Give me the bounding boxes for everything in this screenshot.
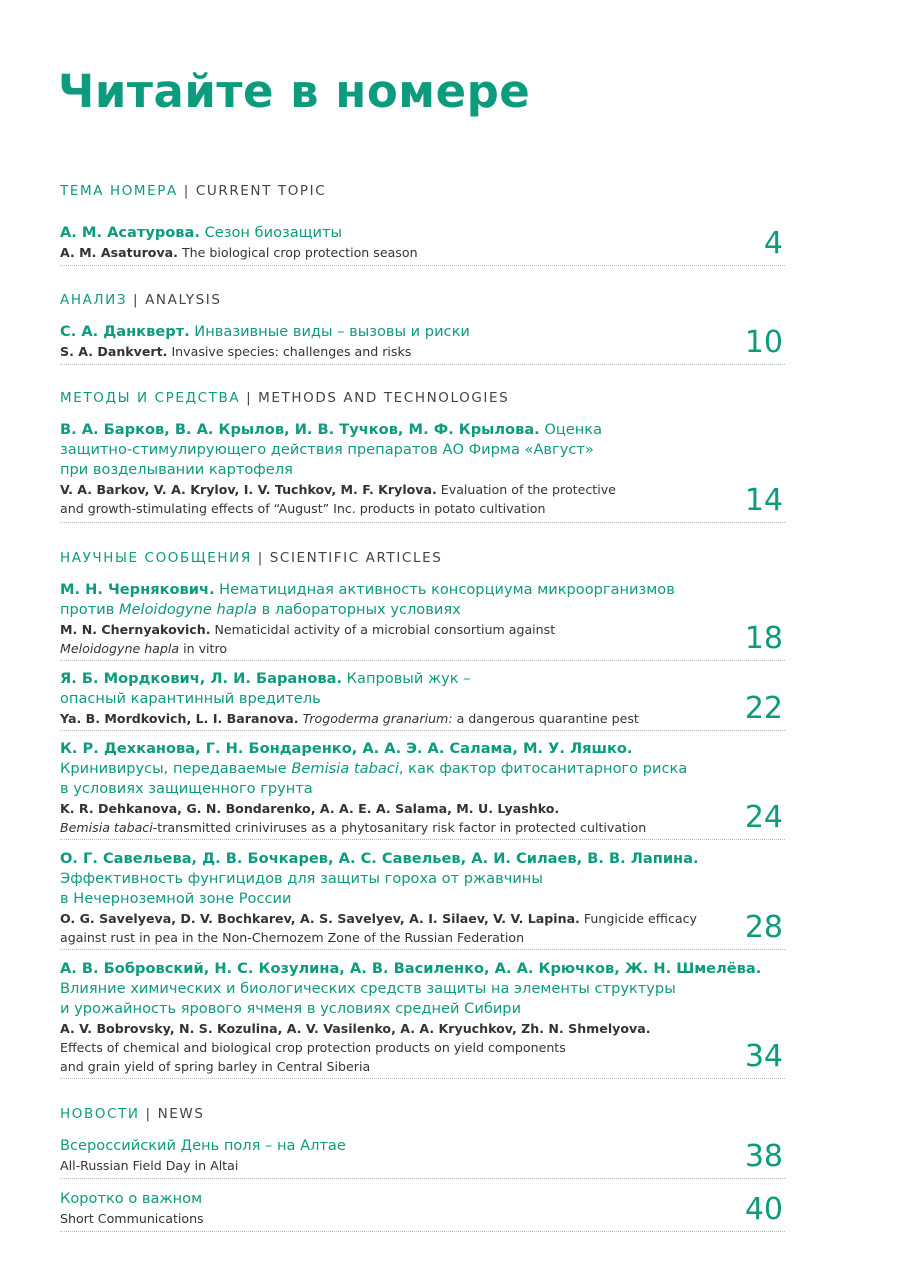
entry-title-ru: Нематицидная активность консорциума микроорганизмов: [214, 581, 675, 598]
entry-title-ru-line: в условиях защищенного грунта: [60, 780, 313, 797]
entry-title-en: Fungicide efficacy: [579, 911, 697, 926]
species-name: Meloidogyne hapla: [118, 601, 257, 618]
entry-authors-ru: А. В. Бобровский, Н. С. Козулина, А. В. Василенко, А. А. Крючков, Ж. Н. Шмелёва.: [60, 960, 762, 977]
page-number: 34: [744, 1039, 783, 1074]
entry-title-en: Short Communications: [60, 1211, 204, 1226]
entry-title-en-line: and grain yield of spring barley in Central Siberia: [60, 1059, 371, 1074]
entry-authors-en: K. R. Dehkanova, G. N. Bondarenko, A. A. E. A. Salama, M. U. Lyashko.: [60, 801, 560, 816]
entry-title-ru-part: в лабораторных условиях: [257, 601, 461, 618]
entry-authors-ru: О. Г. Савельева, Д. В. Бочкарев, А. С. Савельев, А. И. Силаев, В. В. Лапина.: [60, 850, 699, 867]
entry-authors-ru: Я. Б. Мордкович, Л. И. Баранова.: [60, 670, 343, 687]
entry-authors-ru: А. М. Асатурова.: [60, 224, 200, 241]
page-number: 24: [744, 800, 783, 835]
section-title-ru: АНАЛИЗ: [60, 292, 128, 308]
entry-title-en: The biological crop protection season: [177, 245, 418, 260]
page-number: 14: [744, 483, 783, 518]
section-header-methods: МЕТОДЫ И СРЕДСТВА | METHODS AND TECHNOLOGIES: [60, 390, 510, 406]
section-header-news: НОВОСТИ | NEWS: [60, 1106, 205, 1122]
entry-title-en-line: Effects of chemical and biological crop protection products on yield components: [60, 1040, 566, 1055]
entry-authors-ru: В. А. Барков, В. А. Крылов, И. В. Тучков, М. Ф. Крылова.: [60, 421, 540, 438]
entry-title-en-part: in vitro: [179, 641, 228, 656]
entry-title-ru-part: Кринивирусы, передаваемые: [60, 760, 292, 777]
entry-authors-en: A. M. Asaturova.: [60, 245, 178, 260]
page-number: 18: [744, 621, 783, 656]
entry-title-ru: Сезон биозащиты: [199, 224, 342, 241]
page-number: 4: [763, 226, 783, 261]
section-title-en: CURRENT TOPIC: [195, 183, 327, 199]
entry-title-ru: Инвазивные виды – вызовы и риски: [189, 323, 470, 340]
entry-title-en-line: and growth-stimulating effects of “August” Inc. products in potato cultivation: [60, 501, 546, 516]
section-title-ru: ТЕМА НОМЕРА: [60, 183, 178, 199]
entry-title-ru-part: , как фактор фитосанитарного риска: [398, 760, 688, 777]
entry-title-ru-line: при возделывании картофеля: [60, 461, 293, 478]
entry-title-ru-line: Эффективность фунгицидов для защиты гороха от ржавчины: [60, 870, 543, 887]
entry-authors-ru: М. Н. Чернякович.: [60, 581, 215, 598]
entry-title-ru-part: против: [60, 601, 119, 618]
entry-title-en: Nematicidal activity of a microbial consortium against: [210, 622, 556, 637]
section-title-ru: НОВОСТИ: [60, 1106, 140, 1122]
toc-entry[interactable]: [60, 1136, 785, 1179]
entry-title-ru-line: Оценка: [539, 421, 603, 438]
entry-authors-en: S. A. Dankvert.: [60, 344, 168, 359]
toc-entry[interactable]: [60, 420, 785, 523]
entry-title-en-part: a dangerous quarantine pest: [452, 711, 639, 726]
toc-entry[interactable]: [60, 849, 785, 950]
entry-title-en: Invasive species: challenges and risks: [167, 344, 412, 359]
page-number: 40: [744, 1192, 783, 1227]
toc-entry[interactable]: [60, 223, 785, 266]
section-header-scientific-articles: НАУЧНЫЕ СООБЩЕНИЯ | SCIENTIFIC ARTICLES: [60, 550, 443, 566]
entry-title-en-line: Evaluation of the protective: [436, 482, 616, 497]
page-number: 28: [744, 910, 783, 945]
page-number: 22: [744, 691, 783, 726]
entry-authors-ru: К. Р. Дехканова, Г. Н. Бондаренко, А. А. Э. А. Салама, М. У. Ляшко.: [60, 740, 633, 757]
page-number: 38: [744, 1139, 783, 1174]
entry-authors-en: O. G. Savelyeva, D. V. Bochkarev, A. S. Savelyev, A. I. Silaev, V. V. Lapina.: [60, 911, 580, 926]
toc-entry[interactable]: [60, 1189, 785, 1232]
page-title: Читайте в номере: [58, 65, 531, 118]
toc-entry[interactable]: [60, 580, 785, 661]
page-number: 10: [744, 325, 783, 360]
entry-title-en-line: against rust in pea in the Non-Chernozem Zone of the Russian Federation: [60, 930, 525, 945]
entry-authors-en: V. A. Barkov, V. A. Krylov, I. V. Tuchkov, M. F. Krylova.: [60, 482, 437, 497]
section-header-analysis: АНАЛИЗ | ANALYSIS: [60, 292, 222, 308]
entry-title-en: All-Russian Field Day in Altai: [60, 1158, 239, 1173]
section-title-ru: НАУЧНЫЕ СООБЩЕНИЯ: [60, 550, 252, 566]
entry-authors-en: Ya. B. Mordkovich, L. I. Baranova.: [60, 711, 299, 726]
section-title-en: ANALYSIS: [145, 292, 222, 308]
entry-title-ru: Капровый жук –: [342, 670, 471, 687]
section-title-en: METHODS AND TECHNOLOGIES: [258, 390, 510, 406]
entry-authors-ru: С. А. Данкверт.: [60, 323, 190, 340]
section-title-ru: МЕТОДЫ И СРЕДСТВА: [60, 390, 241, 406]
entry-title-ru-line: защитно-стимулирующего действия препаратов АО Фирма «Август»: [60, 441, 594, 458]
entry-title-ru: Коротко о важном: [60, 1190, 203, 1207]
entry-title-ru-line: Влияние химических и биологических средств защиты на элементы структуры: [60, 980, 676, 997]
toc-entry[interactable]: [60, 739, 785, 840]
entry-authors-en: M. N. Chernyakovich.: [60, 622, 211, 637]
entry-authors-en: A. V. Bobrovsky, N. S. Kozulina, A. V. Vasilenko, A. A. Kryuchkov, Zh. N. Shmelyova.: [60, 1021, 651, 1036]
entry-title-en-part: -transmitted criniviruses as a phytosanitary risk factor in protected cultivation: [152, 820, 647, 835]
species-name: Trogoderma granarium:: [298, 711, 453, 726]
toc-entry[interactable]: [60, 959, 785, 1079]
section-header-current-topic: ТЕМА НОМЕРА | CURRENT TOPIC: [60, 183, 327, 199]
toc-entry[interactable]: [60, 669, 785, 731]
section-title-en: SCIENTIFIC ARTICLES: [269, 550, 443, 566]
species-name: Meloidogyne hapla: [60, 641, 180, 656]
section-title-en: NEWS: [157, 1106, 205, 1122]
entry-title-ru-line: и урожайность ярового ячменя в условиях средней Сибири: [60, 1000, 522, 1017]
entry-title-ru-line: опасный карантинный вредитель: [60, 690, 321, 707]
entry-title-ru: Всероссийский День поля – на Алтае: [60, 1137, 346, 1154]
toc-entry[interactable]: [60, 322, 785, 365]
species-name: Bemisia tabaci: [60, 820, 153, 835]
entry-title-ru-line: в Нечерноземной зоне России: [60, 890, 292, 907]
species-name: Bemisia tabaci: [291, 760, 399, 777]
